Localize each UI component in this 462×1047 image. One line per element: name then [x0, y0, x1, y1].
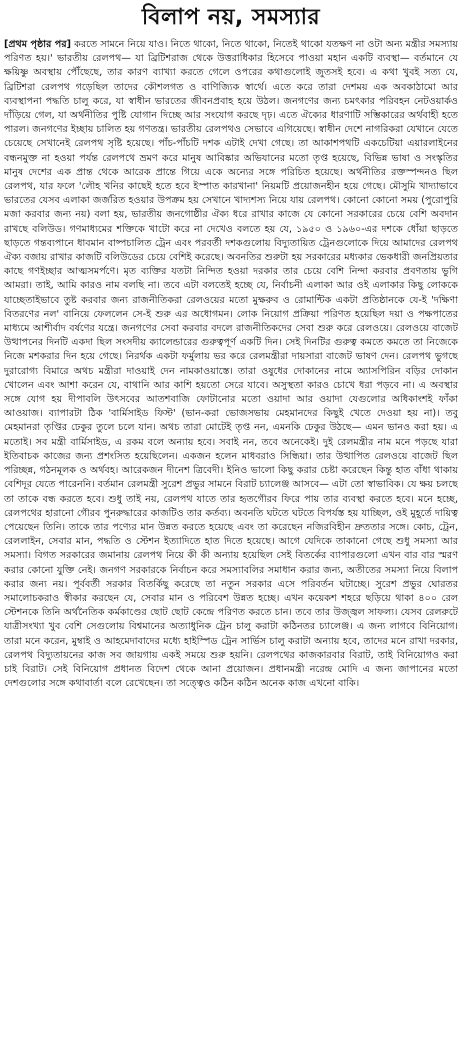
article-text: করতে সামনে নিয়ে যাও। নিতে থাকো, নিতে থাকো, নিতেই থাকো যতক্ষণ না ওটা অন্য মন্ত্রীর সমস্যায় পরিণত হয়।' ভারতীয় রেলপথ— যা ব্রিটিশরাজ থেকে উত্তরাধিকার হিসেবে পাওয়া মহান একটি ব্যবস্থা— বর্তমানে যে ক্ষয়িষ্ণু অবস্থায় পৌঁছেছে, তার কারণ ব্যাখ্যা করতে গেলে ওপরের কথাগুলোই জুতসই হবে। এ কথা খুবই সত্য যে, ব্রিটিশরা রেলপথ গড়েছিল তাদের কৌশলগত ও বাণিজ্যিক স্বার্থে। এতে করে তারা দেশময় এক অবকাঠামো আর ব্যবস্থাপনা পদ্ধতি চালু করে, যা স্বাধীন ভারতের জীবনপ্রবাহ হয়ে উঠল। জনগণের জন্য চমৎকার পরিবহন নেটওয়ার্কও দাঁড়িয়ে গেল, যা অর্থনীতির পুষ্টি যোগান দিচ্ছে আর সংযোগ করছে দৃঢ়। এতে ঐক্যের ধারণাটি সম্ভিকারের অর্থবাহী হতে পারল। জনগণের ইচ্ছায় চালিত হয় গণতন্ত্র। ভারতীয় রেলপথও সেভাবে এগিয়েছে। স্বাধীন দেশে নাগরিকরা যেখানে যেতে চেয়েছে সেখানেই রেলপথ সৃষ্টি হয়েছে। পাঁচ-পাঁচটি দশক এটাই দেখা গেছে। তা আকাশপথটি একচেটিয়া এয়ারলাইনের বন্ধনমুক্ত না হওয়া পর্যন্ত রেলপথে ভ্রমণ করে মানুষ আবিষ্কার অভিযানের মতো তৃপ্ত হয়েছে, বিভিন্ন ভাষা ও সংস্কৃতির মানুষ দেশের এক প্রান্ত থেকে আরেক প্রান্তে গিয়ে একে অন্যের সঙ্গে পরিচিত হয়েছে। অর্থনীতির রক্তস্পন্দনও ছিল রেলপথ, যার ফলে 'লৌহ খনির কাছেই হতে হবে ইস্পাত কারখানা' নিয়মটি প্রয়োজনহীন হয়ে গেছে। মৌসুমি খাদ্যাভাবে ভারতের যেসব এলাকা জর্জরিত হওয়ার উপক্রম হয় সেখানে খাদ্যশস্য নিয়ে যায় রেলপথ। কোনো কোনো সময় (পুরোপুরি মজা করবার জন্য নয়) বলা হয়, ভারতীয় জনগোষ্ঠীর ঐক্য ধরে রাখার কাজে যে কোনো সরকারের চেয়ে বেশি অবদান রাখছে বলিউড। গণমাধ্যমের শক্তিকে খাটো করে না দেখেও বলতে হয় যে, ১৯৫০ ও ১৯৬০-এর দশকে ধোঁয়া ছাড়তে ছাড়তে গন্তব্যপানে ধাবমান বাষ্পচালিত ট্রেন এবং পরবর্তী দশকগুলোয় বিদ্যুতায়িত ট্রেনগুলোকে দিয়ে আমাদের রেলপথ ঐক্য বজায় রাখার কাজটি বলিউডের চেয়ে বেশিই করেছে। অবনতির শুরুটা হয় সরকারের মধ্যকার ভেকধারী জনপ্রিয়তার কাছে গণইচ্ছার আত্মসমর্পণে। মৃত ব্যক্তির যতটা নিন্দিত হওয়া দরকার তার চেয়ে বেশি নিন্দা করবার প্রবণতায় ভুগি আমরা। তাই, আমি কারও নাম বলছি না। তবে এটা বলতেই হচ্ছে যে, নির্বাচনী এলাকা আর ওই এলাকার কিছু লোককে যাচ্ছেতাইভাবে তুষ্ট করবার জন্য রাজনীতিকরা রেলওয়ের মতো মুক্ষরুব ও রোমান্টিক একটা প্রতিষ্ঠানকে যে-ই 'দক্ষিণা বিতরণের নল' বানিয়ে ফেললেন সে-ই শুরু এর অধোগমন। লোক নিয়োগ প্রক্রিয়া পরিণত হয়েছিল দয়া ও পক্ষপাতের মাধ্যমে আশীর্বাদ বর্ষণের যন্ত্রে। জনগণের সেবা করবার বদলে রাজনীতিকদের সেবা শুরু করে রেলওয়ে। রেলওয়ে বাজেট উত্থাপনের দিনটি একদা ছিল সংসদীয় ক্যালেন্ডারের গুরুত্বপূর্ণ একটি দিন। সেই দিনটির গুরুত্ব কমতে কমতে তা নিজেকে নিজে মশকরার দিন হয়ে গেছে। নিরর্থক একটা ফর্মুলায় ভর করে রেলমন্ত্রীরা দায়সারা বাজেট ভাষণ দেন। রেলপথ ভুগছে দুরারোগ্য বিমারে অথচ মন্ত্রীরা দাওয়াই দেন নামকাওয়াস্তে। তারা ওষুধের দোকানের নামে অ্যাসপিরিন বড়ির দোকান খোলেন এবং আশা করেন যে, বাথানি আর কাশি হয়তো সেরে যাবে। অসুস্থতা কারও চোখে ধরা পড়বে না। এ অবস্থার সঙ্গে যোগ হয় দীপাবলি উৎসবের আতশবাজি ফোটানোর মতো ওয়াদা আর ওয়াদা যেগুলোর অধিকাংশই ফাঁকা আওয়াজ। ব্যাপারটা ঠিক 'বার্মিসাইড ফিস্ট' (ভান-করা ভোজসভায় মেহমানদের কিছুই খেতে দেওয়া হয় না)। তবু মেহমানরা তৃপ্তির ঢেকুর তুলে চলে যান। অথচ তারা মোটেই তৃপ্ত নন, এমনকি ঢেকুর উঠছে— এমন ভানও করা হয়। এ মতোই। সব মন্ত্রী বার্মিসাইড, এ রকম বলে অন্যায় হবে। সবাই নন, তবে অনেকেই। দুই রেলমন্ত্রীর নাম মনে পড়ছে যারা ইতিবাচক কাজের জন্য প্রশংসিত হয়েছিলেন। একজন হলেন মাধবরাও সিন্ধিয়া। তার উত্থাপিত রেলওয়ে বাজেট ছিল পরিচ্ছন্ন, গঠনমূলক ও অর্থবহ। আরেকজন দীনেশ ত্রিবেদী। ইনিও ভালো কিছু করার চেষ্টা করেছেন কিন্তু হাত বাঁধা থাকায় বেশিদূর যেতে পারেননি। বর্তমান রেলমন্ত্রী সুরেশ প্রভুর সামনে বিরাট চ্যালেঞ্জ আসবে— এটা তো স্বাভাবিক। যে ক্ষয় চলছে তা তাকে বন্ধ করতে হবে। শুধু তাই নয়, রেলপথ যাতে তার হৃতগৌরব ফিরে পায় তার ব্যবস্থা করতে হবে। মনে হচ্ছে, রেলপথের হারানো গৌরব পুনরুদ্ধারের কাজটিও তার কর্তব্য। অবনতি ঘটতে ঘটতে বিপর্যস্ত হয় যাচ্ছিল, ওই মুহূর্তে দায়িত্ব পেয়েছেন তিনি। তাকে তার পণ্যের মান উন্নত করতে হয়েছে এবং তা করেছেন নজিরবিহীন দ্রুততার সঙ্গে। কোচ, ট্রেন, রেললাইন, সেবার মান, পদ্ধতি ও স্টেশন ইত্যাদিতে হাত দিতে হয়েছে। আগে যেদিকে তাকানো গেছে শুধু সমস্যা আর সমস্যা। বিগত সরকারের জমানায় রেলপথ নিয়ে কী কী অন্যায় হয়েছিল সেই বিতর্কের ব্যাপারগুলো এখন বার বার স্মরণ করার কোনো যুক্তি নেই। জনগণ সরকারকে নির্বাচন করে সমস্যাবলির সমাধান করার জন্য, অতীতের সমস্যা নিয়ে বিলাপ করার জন্য নয়। পূর্ববর্তী সরকার বিতর্কিছু করেছে তা নতুন সরকার এসে পরিবর্তন ঘটাচ্ছে। সুরেশ প্রভুর ঘোরতর সমালোচকরাও স্বীকার করছেন যে, সেবার মান ও পরিবেশ উন্নত হচ্ছে। এখন কয়েকশ শহরে ছড়িয়ে থাকা ৪০০ রেল স্টেশনকে তিনি অর্থনৈতিক কর্মকাণ্ডের ছোট ছোট কেন্দ্রে পরিণত করতে চান। তবে তার উজ্জ্বল সাফল্য। যেসব রেলরুটে যাত্রীসংখ্যা খুব বেশি সেগুলোয় বিশ্বমানের অত্যাধুনিক ট্রেন চালু করাটা কঠিনতর চ্যালেঞ্জ। এ জন্য লাগবে বিনিয়োগ। তারা মনে করেন, মুম্বাই ও আহমেদাবাদের মধ্যে হাইস্পিড ট্রেন সার্ভিস চালু করাটা অন্যায় হবে, তাদের মনে রাখা দরকার, রেলপথ বিদ্যুতায়নের কাজ সব জায়গায় একই সময়ে শুরু হয়নি। রেলপথের কাজকারবার বিরাট, তাই বিনিয়োগও করা চাই বিরাট। সেই বিনিয়োগ প্রধানত বিদেশ থেকে আনা প্রয়োজন। প্রধানমন্ত্রী নরেন্দ্র মোদি এ জন্য জাপানের মতো দেশগুলোর সঙ্গে কথাবার্তা বলে রেখেছেন। তা সত্ত্বেও কঠিন কঠিন অনেক কাজ এখনো বাকি। — [4, 39, 458, 690]
continuation-label: [প্রথম পৃষ্ঠার পর] — [4, 39, 71, 50]
article-paragraph — [4, 38, 458, 691]
article-body — [4, 38, 458, 1043]
article-headline: বিলাপ নয়, সমস্যার — [141, 5, 321, 30]
